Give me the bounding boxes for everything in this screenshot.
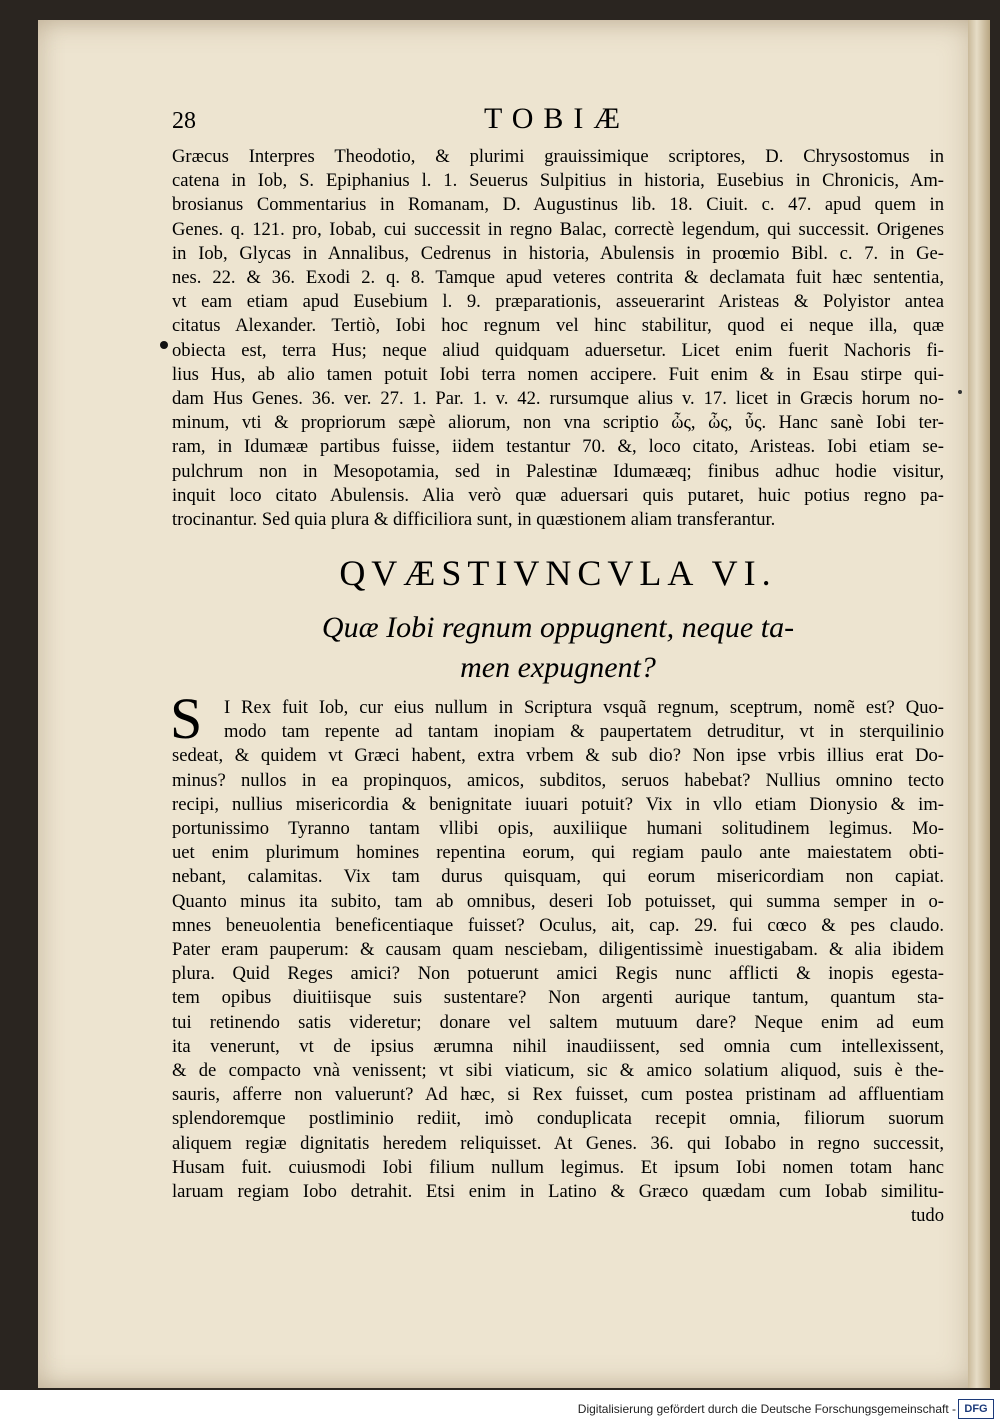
text-line: lius Hus, ab alio tamen potuit Iobi terra nomen accipere. Fuit enim & in Esau stirpe qui- [172, 363, 944, 385]
text-line: I Rex fuit Iob, cur eius nullum in Scriptura vsquã regnum, sceptrum, nomẽ est? Quo- [224, 697, 944, 718]
text-line: splendoremque postliminio rediit, imò conduplicata recepit omnia, filiorum suorum [172, 1108, 944, 1130]
text-line: in Iob, Glycas in Annalibus, Cedrenus in historia, Abulensis in proœmio Bibl. c. 7. in Ge- [172, 242, 944, 264]
text-line: tem opibus diuitiisque suis sustentare? Non argenti aurique tantum, quantum sta- [172, 987, 944, 1009]
text-line: Genes. q. 121. pro, Iobab, cui successit in regno Balac, correctè legendum, qui successit. Origenes [172, 218, 944, 240]
text-line: trocinantur. Sed quia plura & difficiliora sunt, in quæstionem aliam transferantur. [172, 509, 776, 531]
question-title [172, 608, 944, 688]
text-line: catena in Iob, S. Epiphanius l. 1. Seuerus Sulpitius in historia, Eusebius in Chronicis, Am- [172, 170, 944, 192]
page-edge [968, 20, 990, 1388]
catchword: tudo [910, 1205, 944, 1227]
text-line: inquit loco citato Abulensis. Alia verò quæ aduersari quis putaret, huic potius regno pa- [172, 484, 944, 506]
text-line: Pater eram pauperum: & causam quam nesciebam, diligentissimè inuestigabam. & alia ibidem [172, 939, 944, 961]
paragraph-continued [172, 145, 944, 532]
text-line: & de compacto vnà venissent; vt sibi viaticum, sic & amico solatium aliquod, suis è the- [172, 1060, 944, 1082]
text-line: laruam regiam Iobo detrahit. Etsi enim in Latino & Græco quædam cum Iobab similitu- [172, 1181, 944, 1203]
text-line: dam Hus Genes. 36. ver. 27. 1. Par. 1. v. 42. rursumque alius v. 17. licet in Græcis horum no- [172, 388, 944, 410]
text-line: plura. Quid Reges amici? Non potuerunt amici Regis nunc afflicti & inopis egesta- [172, 963, 944, 985]
text-line: tui retinendo satis videretur; donare vel saltem mutuum dare? Neque enim ad eum [172, 1011, 944, 1033]
text-line: vt eam etiam apud Eusebium l. 9. præparationis, asseuerarint Aristeas & Polyistor antea [172, 291, 944, 313]
margin-dot-mark [958, 390, 962, 394]
page-number: 28 [172, 108, 196, 134]
page-header [172, 100, 942, 140]
text-line: nes. 22. & 36. Exodi 2. q. 8. Tamque apud veteres contrita & declamata fuit hæc sententia, [172, 267, 944, 289]
text-line: pulchrum non in Mesopotamia, sed in Palestinæ Idumææq; finibus adhuc hodie visitur, [172, 460, 944, 482]
text-line: Husam fuit. cuiusmodi Iobi filium nullum legimus. Et ipsum Iobi nomen totam hanc [172, 1156, 944, 1178]
text-line: brosianus Commentarius in Romanam, D. Augustinus lib. 18. Ciuit. c. 47. apud quem in [172, 194, 944, 216]
text-line: portunissimo Tyranno tantam vllibi opis, auxiliique humani solitudinem legimus. Mo- [172, 818, 944, 840]
question-heading: QVÆSTIVNCVLA VI. [339, 553, 777, 593]
question-title-line: Quæ Iobi regnum oppugnent, neque ta- [321, 611, 795, 644]
drop-capital: S [170, 686, 203, 751]
text-line: Quanto minus ita subito, tam ab omnibus, deseri Iob potuisset, qui summa semper in o- [172, 890, 944, 912]
text-line: minus? nullos in ea propinquos, amicos, subditos, seruos habebat? Nullius omnino tecto [172, 769, 944, 791]
text-line: ita venerunt, vt de ipsius ærumna nihil inaudiissent, sed omnia cum intellexissent, [172, 1035, 944, 1057]
text-line: aliquem regiæ dignitatis heredem reliquisset. At Genes. 36. qui Iobabo in regno successit, [172, 1132, 944, 1154]
text-line: Græcus Interpres Theodotio, & plurimi grauissimique scriptores, D. Chrysostomus in [172, 146, 944, 167]
question-title-line: men expugnent? [460, 651, 656, 684]
text-line: sedeat, & quidem vt Græci habent, extra vrbem & sub dio? Non ipse vrbis illius erat Do- [172, 745, 944, 767]
paragraph-question-body [172, 696, 944, 1228]
text-line: mnes beneuolentia beneficentiaque fuisset? Oculus, ait, cap. 29. fui cœco & pes claudo. [172, 914, 944, 936]
footer-credit: Digitalisierung gefördert durch die Deutsche Forschungsgemeinschaft - [577, 1402, 956, 1416]
running-title: TOBIÆ [483, 102, 631, 135]
text-line: nebant, calamitas. Vix tam durus quisquam, qui eorum misericordiam non capiat. [172, 866, 944, 888]
text-line: ram, in Idumææ partibus fuisse, iidem testantur 70. &, loco citato, Aristeas. Iobi etiam se- [172, 436, 944, 458]
text-line: sauris, afferre non valuerunt? Ad hæc, si Rex fuisset, cum postea pristinam ad affluentiam [172, 1084, 944, 1106]
text-line: obiecta est, terra Hus; neque aliud quidquam aduersetur. Licet enim fuerit Nachoris fi- [172, 339, 944, 361]
dfg-logo: DFG [958, 1399, 994, 1419]
text-line: minum, vti & propriorum sæpè aliorum, non vna scriptio ὦς, ὦς, ὖς. Hanc sanè Iobi ter- [172, 412, 944, 434]
text-line: modo tam repente ad tantam inopiam & paupertatem detruditur, vt in sterquilinio [224, 721, 944, 743]
text-line: uet enim plurimum homines repentina eorum, qui regiam paulo ante maiestatem obti- [172, 842, 944, 864]
margin-bullet-mark [160, 341, 168, 349]
text-line: recipi, nullius misericordia & benignitate iuuari potuit? Vix in vllo etiam Dionysio & im- [172, 793, 944, 815]
text-line: citatus Alexander. Tertiò, Iobi hoc regnum vel hinc stabilitur, quod ei neque illa, quæ [172, 315, 944, 337]
